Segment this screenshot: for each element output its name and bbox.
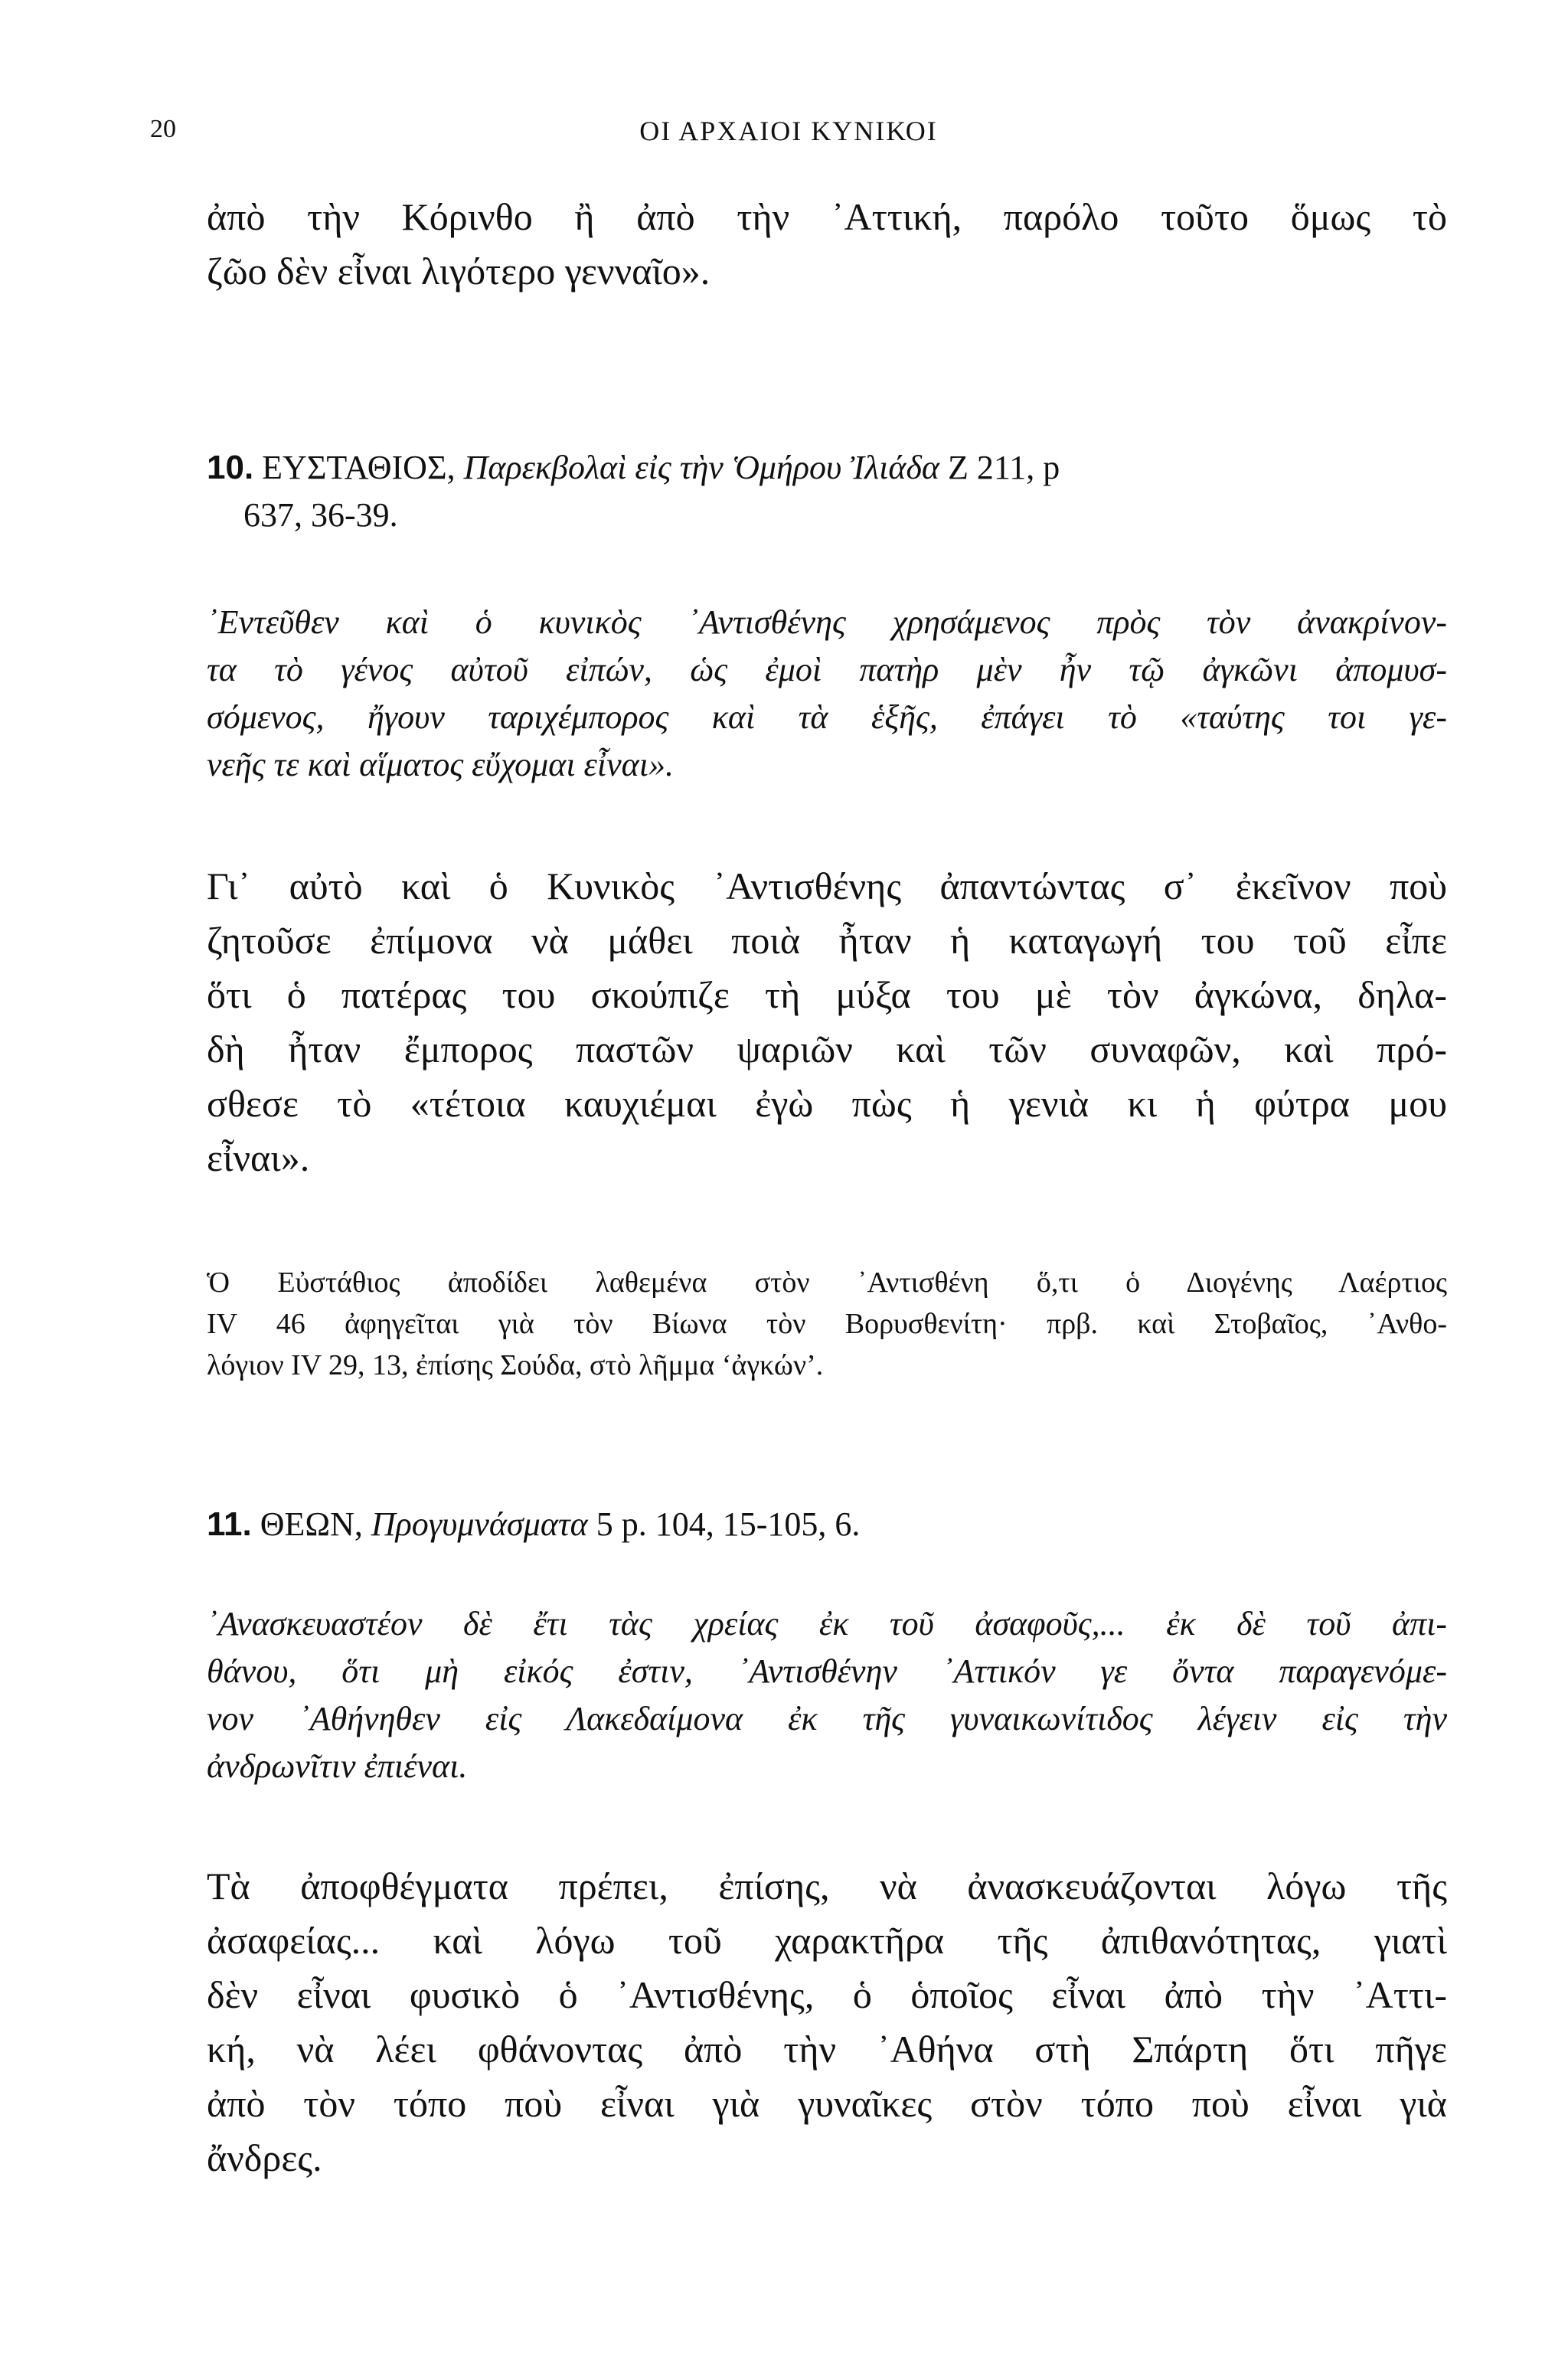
- text-line: Γι᾿ αὐτὸ καὶ ὁ Κυνικὸς ᾿Αντισθένης ἀπαντώντας σ᾿ ἐκεῖνον ποὺ: [207, 865, 1447, 907]
- text-line: δὲν εἶναι φυσικὸ ὁ ᾿Αντισθένης, ὁ ὁποῖος εἶναι ἀπὸ τὴν ᾿Αττι-: [207, 1973, 1447, 2016]
- entry-10-note: [207, 1262, 1447, 1386]
- entry-number: 10.: [207, 449, 254, 486]
- page-header: [150, 115, 1427, 153]
- entry-reference-continued: 637, 36-39.: [243, 496, 398, 534]
- entry-number: 11.: [207, 1505, 252, 1543]
- entry-work-title: Προγυμνάσματα: [371, 1505, 588, 1543]
- translation-paragraph-continued: [207, 190, 1447, 299]
- text-line: ἀσαφείας... καὶ λόγω τοῦ χαρακτῆρα τῆς ἀπιθανότητας, γιατὶ: [207, 1919, 1447, 1962]
- running-title: ΟΙ ΑΡΧΑΙΟΙ ΚΥΝΙΚΟΙ: [639, 116, 938, 146]
- entry-work-title: Παρεκβολαὶ εἰς τὴν Ὁμήρου Ἰλιάδα: [463, 449, 940, 486]
- quote-line: νον ᾿Αθήνηθεν εἰς Λακεδαίμονα ἐκ τῆς γυναικωνίτιδος λέγειν εἰς τὴν: [207, 1700, 1447, 1737]
- entry-author: ΕΥΣΤΑΘΙΟΣ,: [262, 449, 456, 486]
- text-line: ἄνδρες.: [207, 2136, 322, 2179]
- text-line: Τὰ ἀποφθέγματα πρέπει, ἐπίσης, νὰ ἀνασκευάζονται λόγω τῆς: [207, 1865, 1447, 1907]
- entry-11-translation: [207, 1859, 1447, 2185]
- quote-line: τα τὸ γένος αὐτοῦ εἰπών, ὡς ἐμοὶ πατὴρ μὲν ἦν τῷ ἀγκῶνι ἀπομυσ-: [207, 651, 1447, 688]
- text-line: ἀπὸ τὴν Κόρινθο ἢ ἀπὸ τὴν ᾿Αττική, παρόλο τοῦτο ὅμως τὸ: [207, 195, 1447, 238]
- text-line: εἶναι».: [207, 1136, 310, 1179]
- entry-10-translation: [207, 859, 1447, 1185]
- text-line: ζητοῦσε ἐπίμονα νὰ μάθει ποιὰ ἦταν ἡ καταγωγή του τοῦ εἶπε: [207, 919, 1447, 962]
- quote-line: θάνου, ὅτι μὴ εἰκός ἐστιν, ᾿Αντισθένην ᾿Αττικόν γε ὄντα παραγενόμε-: [207, 1652, 1447, 1690]
- entry-10-heading: [207, 444, 1447, 539]
- text-line: ἀπὸ τὸν τόπο ποὺ εἶναι γιὰ γυναῖκες στὸν τόπο ποὺ εἶναι γιὰ: [207, 2082, 1447, 2125]
- text-line: ζῶο δὲν εἶναι λιγότερο γενναῖο».: [207, 250, 710, 293]
- note-line: IV 46 ἀφηγεῖται γιὰ τὸν Βίωνα τὸν Βορυσθενίτη· πρβ. καὶ Στοβαῖος, ᾿Ανθο-: [207, 1308, 1447, 1340]
- text-line: σθεσε τὸ «τέτοια καυχιέμαι ἐγὼ πὼς ἡ γενιὰ κι ἡ φύτρα μου: [207, 1082, 1447, 1125]
- entry-10-quotation: [207, 599, 1447, 789]
- entry-reference: Ζ 211, p: [948, 449, 1060, 486]
- entry-reference: 5 p. 104, 15-105, 6.: [596, 1505, 861, 1543]
- page-number: 20: [150, 115, 176, 143]
- text-line: κή, νὰ λέει φθάνοντας ἀπὸ τὴν ᾿Αθήνα στὴ Σπάρτη ὅτι πῆγε: [207, 2028, 1447, 2071]
- quote-line: νεῆς τε καὶ αἵματος εὔχομαι εἶναι».: [207, 746, 674, 783]
- entry-11-quotation: [207, 1600, 1447, 1790]
- entry-author: ΘΕΩΝ,: [260, 1505, 363, 1543]
- quote-line: ᾿Εντεῦθεν καὶ ὁ κυνικὸς ᾿Αντισθένης χρησάμενος πρὸς τὸν ἀνακρίνον-: [207, 603, 1447, 641]
- note-line: Ὁ Εὐστάθιος ἀποδίδει λαθεμένα στὸν ᾿Αντισθένη ὅ,τι ὁ Διογένης Λαέρτιος: [207, 1267, 1447, 1299]
- text-line: ὅτι ὁ πατέρας του σκούπιζε τὴ μύξα του μὲ τὸν ἀγκώνα, δηλα-: [207, 973, 1447, 1016]
- quote-line: σόμενος, ἤγουν ταριχέμπορος καὶ τὰ ἑξῆς, ἐπάγει τὸ «ταύτης τοι γε-: [207, 698, 1447, 736]
- note-line: λόγιον IV 29, 13, ἐπίσης Σούδα, στὸ λῆμμα ‘ἀγκών’.: [207, 1349, 824, 1381]
- text-line: δὴ ἦταν ἔμπορος παστῶν ψαριῶν καὶ τῶν συναφῶν, καὶ πρό-: [207, 1028, 1447, 1070]
- quote-line: ᾿Ανασκευαστέον δὲ ἔτι τὰς χρείας ἐκ τοῦ ἀσαφοῦς,... ἐκ δὲ τοῦ ἀπι-: [207, 1605, 1447, 1642]
- quote-line: ἀνδρωνῖτιν ἐπιέναι.: [207, 1747, 468, 1785]
- entry-11-heading: [207, 1501, 1447, 1548]
